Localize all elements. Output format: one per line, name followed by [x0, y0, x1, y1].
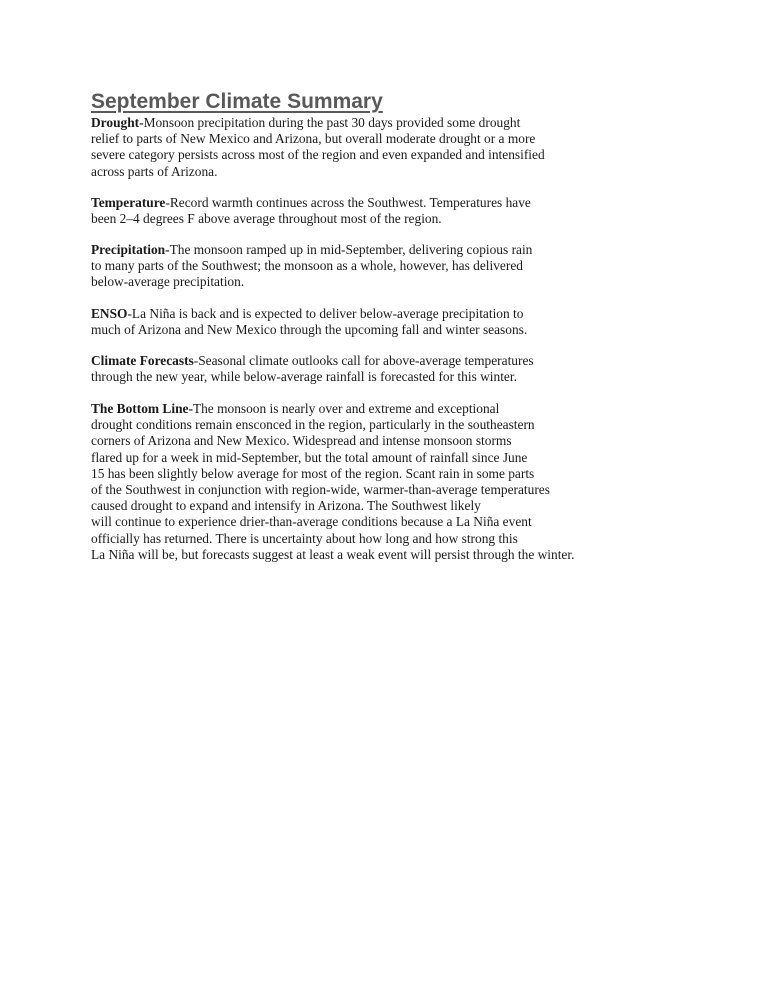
paragraph-line: La Niña will be, but forecasts suggest at least a weak event will persist through the winter.	[91, 546, 575, 562]
enso-paragraph	[91, 306, 527, 338]
climate-forecasts-paragraph	[91, 353, 534, 385]
paragraph-line: through the new year, while below-average rainfall is forecasted for this winter.	[91, 369, 517, 385]
paragraph-line	[91, 115, 545, 131]
paragraph-line: severe category persists across most of the region and even expanded and intensified	[91, 147, 545, 163]
page-title: September Climate Summary	[91, 90, 383, 113]
paragraph-line: 15 has been slightly below average for most of the region. Scant rain in some parts	[91, 465, 535, 481]
section-heading-temperature: Temperature	[91, 195, 166, 210]
drought-paragraph	[91, 115, 545, 180]
paragraph-line: been 2–4 degrees F above average throughout most of the region.	[91, 211, 442, 227]
paragraph-text: -La Niña is back and is expected to deliver below-average precipitation to	[127, 306, 524, 321]
paragraph-line: to many parts of the Southwest; the monsoon as a whole, however, has delivered	[91, 258, 523, 274]
paragraph-line: corners of Arizona and New Mexico. Widespread and intense monsoon storms	[91, 433, 512, 449]
paragraph-text: The monsoon is nearly over and extreme and exceptional	[192, 401, 500, 416]
paragraph-line: drought conditions remain ensconced in the region, particularly in the southeastern	[91, 417, 535, 433]
paragraph-line	[91, 242, 532, 258]
section-heading-drought: Drought-	[91, 115, 144, 130]
bottom-line-paragraph	[91, 401, 574, 563]
paragraph-line	[91, 401, 574, 417]
paragraph-text: -Record warmth continues across the Southwest. Temperatures have	[165, 195, 531, 210]
paragraph-line: below-average precipitation.	[91, 274, 245, 290]
paragraph-line: of the Southwest in conjunction with region-wide, warmer-than-average temperatures	[91, 482, 550, 498]
paragraph-line: much of Arizona and New Mexico through the upcoming fall and winter seasons.	[91, 322, 528, 338]
precipitation-paragraph	[91, 242, 532, 291]
paragraph-line: will continue to experience drier-than-average conditions because a La Niña event	[91, 514, 532, 530]
section-heading-precipitation: Precipitation-	[91, 242, 170, 257]
paragraph-line	[91, 195, 531, 211]
paragraph-line: caused drought to expand and intensify in Arizona. The Southwest likely	[91, 498, 481, 514]
paragraph-text: Monsoon precipitation during the past 30 days provided some drought	[143, 115, 521, 130]
paragraph-line: flared up for a week in mid-September, but the total amount of rainfall since June	[91, 449, 528, 465]
paragraph-line: officially has returned. There is uncertainty about how long and how strong this	[91, 530, 518, 546]
paragraph-line: across parts of Arizona.	[91, 163, 218, 179]
paragraph-text: The monsoon ramped up in mid-September, delivering copious rain	[169, 242, 533, 257]
paragraph-line	[91, 306, 527, 322]
section-heading-enso: ENSO	[91, 306, 128, 321]
paragraph-line: relief to parts of New Mexico and Arizona, but overall moderate drought or a more	[91, 131, 536, 147]
temperature-paragraph	[91, 195, 531, 227]
section-heading-bottom-line: The Bottom Line-	[91, 401, 193, 416]
paragraph-text: -Seasonal climate outlooks call for above-average temperatures	[193, 353, 534, 368]
paragraph-line	[91, 353, 534, 369]
section-heading-climate-forecasts: Climate Forecasts	[91, 353, 194, 368]
